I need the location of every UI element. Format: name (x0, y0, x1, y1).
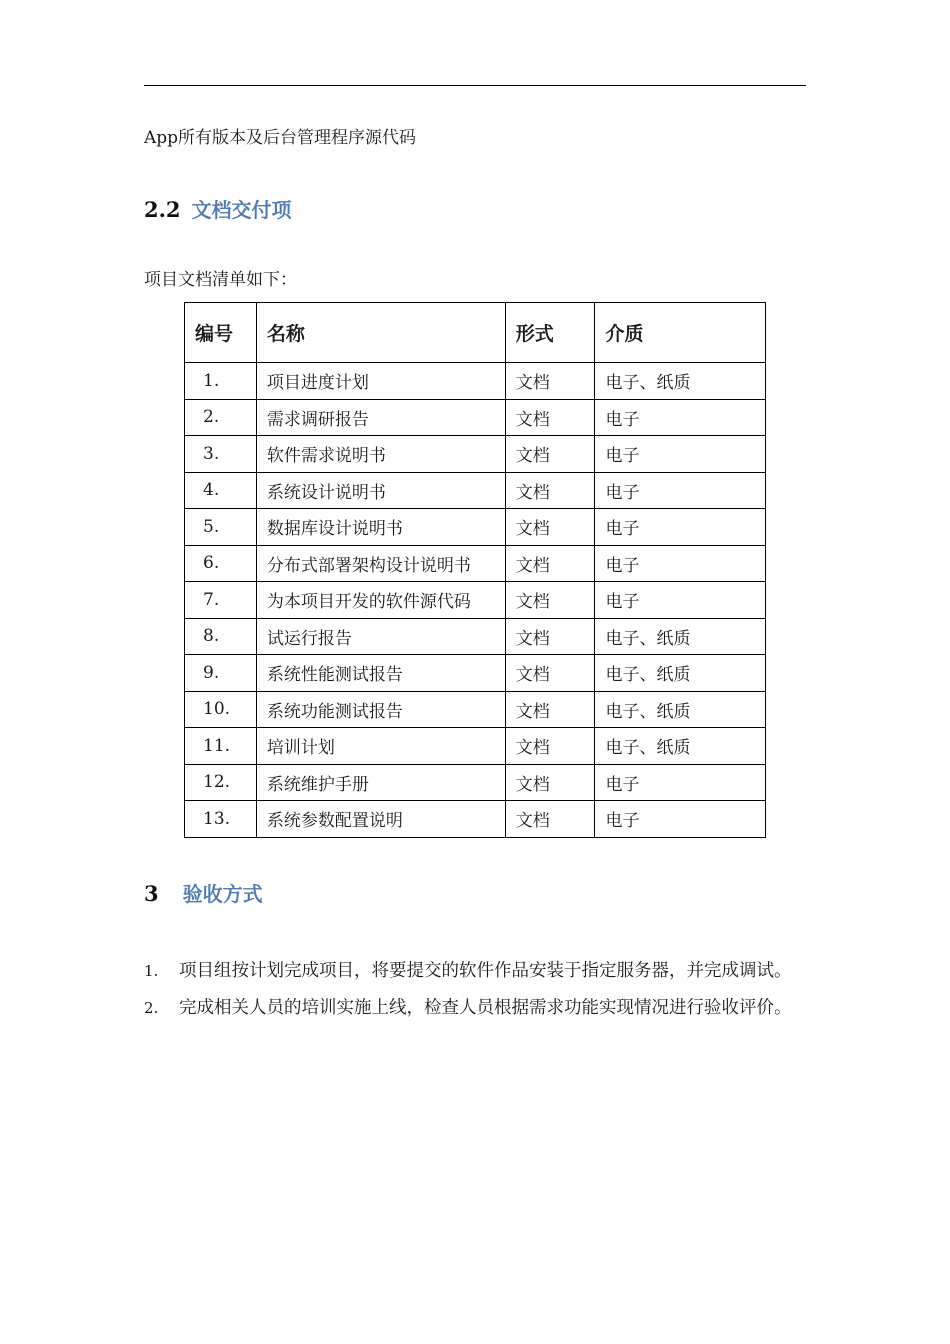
cell-number: 3. (185, 436, 257, 473)
cell-medium: 电子 (595, 582, 766, 619)
cell-number: 13. (185, 801, 257, 838)
table-row (185, 436, 766, 473)
cell-name: 系统参数配置说明 (256, 801, 505, 838)
cell-medium: 电子、纸质 (595, 655, 766, 692)
table-header-row (185, 303, 766, 363)
cell-name: 系统设计说明书 (256, 472, 505, 509)
cell-form: 文档 (505, 691, 595, 728)
cell-number: 6. (185, 545, 257, 582)
cell-number: 2. (185, 399, 257, 436)
cell-name: 为本项目开发的软件源代码 (256, 582, 505, 619)
header-form: 形式 (505, 303, 595, 363)
deliverables-table (184, 302, 766, 838)
cell-name: 培训计划 (256, 728, 505, 765)
section-heading-2-2 (144, 194, 292, 223)
cell-form: 文档 (505, 582, 595, 619)
header-number: 编号 (185, 303, 257, 363)
table-row (185, 545, 766, 582)
cell-name: 系统性能测试报告 (256, 655, 505, 692)
cell-medium: 电子 (595, 545, 766, 582)
cell-form: 文档 (505, 399, 595, 436)
table-row (185, 764, 766, 801)
table-intro: 项目文档清单如下： (144, 270, 297, 290)
table-row (185, 363, 766, 400)
cell-name: 数据库设计说明书 (256, 509, 505, 546)
table-row (185, 728, 766, 765)
cell-medium: 电子 (595, 472, 766, 509)
table-row (185, 582, 766, 619)
cell-name: 试运行报告 (256, 618, 505, 655)
cell-number: 10. (185, 691, 257, 728)
list-item (144, 990, 808, 1027)
table-row (185, 801, 766, 838)
cell-number: 5. (185, 509, 257, 546)
cell-form: 文档 (505, 436, 595, 473)
cell-number: 9. (185, 655, 257, 692)
cell-number: 1. (185, 363, 257, 400)
cell-name: 项目进度计划 (256, 363, 505, 400)
cell-name: 分布式部署架构设计说明书 (256, 545, 505, 582)
table-row (185, 472, 766, 509)
cell-name: 系统功能测试报告 (256, 691, 505, 728)
cell-form: 文档 (505, 655, 595, 692)
header-medium: 介质 (595, 303, 766, 363)
table-row (185, 399, 766, 436)
cell-number: 11. (185, 728, 257, 765)
list-marker: 2. (144, 999, 159, 1017)
section-heading-3 (144, 878, 263, 907)
list-text: 项目组按计划完成项目，将要提交的软件作品安装于指定服务器，并完成调试。 (179, 961, 792, 981)
cell-medium: 电子 (595, 436, 766, 473)
cell-number: 12. (185, 764, 257, 801)
table-row (185, 655, 766, 692)
table-row (185, 618, 766, 655)
list-text: 完成相关人员的培训实施上线，检查人员根据需求功能实现情况进行验收评价。 (179, 998, 792, 1018)
cell-medium: 电子、纸质 (595, 691, 766, 728)
section-title: 文档交付项 (191, 198, 292, 222)
acceptance-list (144, 953, 808, 1027)
cell-medium: 电子、纸质 (595, 728, 766, 765)
header-rule (144, 85, 806, 86)
cell-number: 4. (185, 472, 257, 509)
section-number: 3 (144, 881, 159, 906)
cell-form: 文档 (505, 764, 595, 801)
cell-medium: 电子 (595, 399, 766, 436)
cell-form: 文档 (505, 618, 595, 655)
list-marker: 1. (144, 962, 159, 980)
cell-number: 8. (185, 618, 257, 655)
cell-form: 文档 (505, 728, 595, 765)
list-item (144, 953, 808, 990)
table-row (185, 691, 766, 728)
cell-medium: 电子 (595, 801, 766, 838)
cell-name: 软件需求说明书 (256, 436, 505, 473)
cell-name: 系统维护手册 (256, 764, 505, 801)
section-title: 验收方式 (182, 882, 263, 906)
cell-form: 文档 (505, 801, 595, 838)
cell-medium: 电子 (595, 764, 766, 801)
cell-form: 文档 (505, 363, 595, 400)
intro-text: App所有版本及后台管理程序源代码 (144, 128, 417, 148)
section-number: 2.2 (144, 197, 181, 222)
cell-form: 文档 (505, 472, 595, 509)
table-row (185, 509, 766, 546)
cell-number: 7. (185, 582, 257, 619)
cell-medium: 电子、纸质 (595, 618, 766, 655)
header-name: 名称 (256, 303, 505, 363)
cell-form: 文档 (505, 545, 595, 582)
cell-medium: 电子 (595, 509, 766, 546)
cell-name: 需求调研报告 (256, 399, 505, 436)
cell-form: 文档 (505, 509, 595, 546)
cell-medium: 电子、纸质 (595, 363, 766, 400)
